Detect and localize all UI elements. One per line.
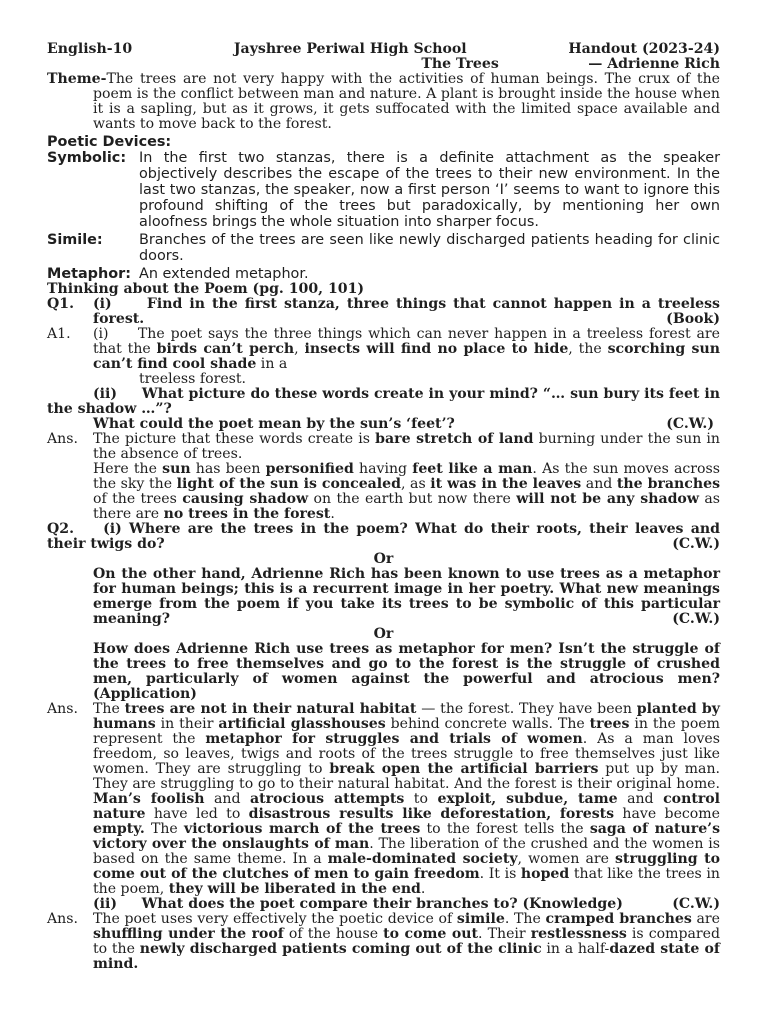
handout-year: Handout (2023-24): [568, 41, 720, 57]
poetic-devices-heading: Poetic Devices:: [47, 134, 172, 150]
a1ii-text: , as: [400, 476, 431, 492]
page-header: [47, 42, 720, 57]
metaphor-label: Metaphor:: [47, 266, 131, 282]
subject-label: English-10: [47, 41, 133, 57]
poem-author: — Adrienne Rich: [588, 56, 720, 72]
a2-text: have led to: [145, 806, 249, 822]
a1-text: The poet says the three things which can never happen in a treeless forest are that the: [93, 326, 720, 357]
or-divider: Or: [373, 551, 394, 567]
a2ii-text: . The: [504, 911, 546, 927]
a2ii-bold: shuffling under the roof: [93, 926, 284, 942]
symbolic-text: In the first two stanzas, there is a definite attachment as the speaker objectively describes the escape of the trees to their new environment. In the last two stanzas, the speaker, now a first person ‘I’ seems to want to ignore this profound shifting of the trees but paradoxically, by mentioning her own aloofness brings the whole situation into sharper focus.: [139, 150, 720, 230]
a2-bold: victorious march of the trees: [184, 821, 421, 837]
a2-bold: empty.: [93, 821, 145, 837]
a1-tail: treeless forest.: [139, 371, 247, 387]
symbolic-label: Symbolic:: [47, 150, 127, 166]
theme-label: Theme-: [47, 71, 107, 87]
a1-bold: scorching sun can’t find cool shade: [93, 341, 720, 372]
a2-text: that like the trees in the poem,: [93, 866, 720, 897]
q1ii-q2: What could the poet mean by the sun’s ‘feet’?: [93, 416, 455, 432]
a1-num: (i): [93, 326, 109, 342]
a1ii-bold: light of the sun is concealed: [176, 476, 401, 492]
q1-tag: (Book): [666, 311, 720, 327]
a1ii-bold: no trees in the forest: [163, 506, 331, 522]
a2-text: , women are: [517, 851, 615, 867]
q1ii-num: (ii): [93, 386, 118, 402]
a1-text: , the: [568, 341, 608, 357]
metaphor-text: An extended metaphor.: [139, 266, 309, 282]
a1ii-text: Here the: [93, 461, 163, 477]
a2-text: The: [144, 821, 184, 837]
a1ii-bold: sun: [162, 461, 191, 477]
q2-label: Q2.: [47, 521, 74, 537]
a2ii-text: of the house: [283, 926, 384, 942]
q1ii-text: What picture do these words create in your mind? “… sun bury its feet in the shadow …”?: [47, 386, 720, 417]
answer-1: [47, 327, 720, 387]
a2-bold: artificial glasshouses: [218, 716, 386, 732]
answer-2: [47, 702, 720, 897]
a2ii-text: The poet uses very effectively the poetic device of: [93, 911, 457, 927]
a1ii-bold: will not be any shadow: [516, 491, 699, 507]
a2-bold: Man’s foolish: [93, 791, 205, 807]
question-2-ii: [47, 897, 720, 912]
a2-bold: trees are not in their natural habitat: [124, 701, 417, 717]
q1ii-tag: (C.W.): [666, 416, 714, 432]
a2-text: have become: [614, 806, 720, 822]
a2-bold: control nature: [93, 791, 721, 822]
a2-bold: metaphor for struggles and trials of women: [205, 731, 583, 747]
q2-tag: (C.W.): [672, 536, 720, 552]
a1ii-bold: feet like a man: [412, 461, 533, 477]
simile-device: [47, 232, 720, 264]
metaphor-device: [47, 266, 720, 282]
a1ii-bold: causing shadow: [182, 491, 309, 507]
a2ii-text: . Their: [478, 926, 531, 942]
q1-label: Q1.: [47, 296, 74, 312]
a2-text: behind concrete walls. The: [385, 716, 590, 732]
answer-1-ii: [47, 432, 720, 522]
a2-bold: planted by humans: [93, 701, 720, 732]
a2-bold: atrocious attempts: [250, 791, 405, 807]
a2ii-bold: newly discharged patients coming out of the clinic: [139, 941, 542, 957]
question-2: [47, 522, 720, 552]
thinking-heading: Thinking about the Poem (pg. 100, 101): [47, 281, 365, 297]
a1ii-bold: the branches: [616, 476, 721, 492]
a2ii-bold: dazed state of mind.: [93, 941, 720, 972]
a1-text: in a: [256, 356, 288, 372]
a2-bold: hoped: [520, 866, 570, 882]
a2-text: put up by man. They are struggling to go to their natural habitat. And the forest is their original home.: [93, 761, 720, 792]
a2-label: Ans.: [47, 701, 78, 717]
a2-text: .: [420, 881, 426, 897]
a2-text: and: [617, 791, 664, 807]
a1-bold: birds can’t perch: [156, 341, 295, 357]
q2ii-tag: (C.W.): [672, 896, 720, 912]
a1ii-text: . As the sun moves across the sky the: [93, 461, 720, 492]
a2-bold: exploit, subdue, tame: [437, 791, 618, 807]
a1ii-text: and: [581, 476, 617, 492]
a1-text: ,: [294, 341, 305, 357]
question-2-alt-1: [47, 567, 720, 627]
a2-bold: struggling to come out of the clutches of men to gain freedom: [93, 851, 721, 882]
or-divider: Or: [373, 626, 394, 642]
a1-label: A1.: [47, 326, 71, 342]
q1-text: Find in the first stanza, three things that cannot happen in a treeless forest.: [93, 296, 720, 327]
symbolic-device: [47, 150, 720, 230]
theme-text: The trees are not very happy with the activities of human beings. The crux of the poem is the conflict between man and nature. A plant is brought inside the house when it is a sapling, but as it grows, it gets suffocated with the limited space available and wants to move back to the forest.: [93, 71, 720, 132]
a1ii-text: of the trees: [93, 491, 183, 507]
a1ii-text: having: [353, 461, 413, 477]
a2ii-bold: simile: [456, 911, 505, 927]
a2-text: and: [204, 791, 251, 807]
simile-text: Branches of the trees are seen like newly discharged patients heading for clinic doors.: [139, 232, 720, 264]
a2ii-text: in a half-: [541, 941, 610, 957]
simile-label: Simile:: [47, 232, 103, 248]
q2-tag: (C.W.): [672, 611, 720, 627]
poem-title: The Trees: [421, 56, 499, 72]
a2ii-bold: cramped branches: [545, 911, 692, 927]
q2-text: (i) Where are the trees in the poem? What do their roots, their leaves and their twigs do?: [47, 521, 720, 552]
a1ii-bold: personified: [265, 461, 354, 477]
question-1: [47, 297, 720, 327]
a1ii-text: burning under the sun in the absence of trees.: [93, 431, 720, 462]
q2ii-num: (ii): [93, 896, 118, 912]
question-1-ii: [47, 387, 720, 417]
a1ii-text: has been: [190, 461, 266, 477]
a1ii-bold: it was in the leaves: [430, 476, 582, 492]
title-row: [47, 57, 720, 72]
a1ii-text: .: [330, 506, 335, 522]
a2ii-text: are: [691, 911, 721, 927]
a1-bold: insects will find no place to hide: [304, 341, 569, 357]
a2ii-bold: to come out: [383, 926, 479, 942]
a2-bold: saga of nature’s victory over the onslaughts of man: [93, 821, 721, 852]
a2-text: — the forest. They have been: [416, 701, 637, 717]
a2-text: The: [93, 701, 125, 717]
a2-text: . As a man loves freedom, so leaves, twigs and roots of the trees struggle to free themselves just like women. They are struggling to: [93, 731, 720, 777]
a1ii-label: Ans.: [47, 431, 78, 447]
a2-text: in their: [155, 716, 219, 732]
a2-bold: break open the artificial barriers: [329, 761, 599, 777]
q1-num: (i): [93, 296, 112, 312]
theme-paragraph: [47, 72, 720, 132]
a2-text: in the poem represent the: [93, 716, 721, 747]
a2-bold: disastrous results like deforestation, forests: [248, 806, 615, 822]
a2-bold: male-dominated society: [327, 851, 518, 867]
q2-alt1-text: On the other hand, Adrienne Rich has been known to use trees as a metaphor for human beings; this is a recurrent image in her poetry. What new meanings emerge from the poem if you take its trees to be symbolic of this particular meaning?: [93, 566, 720, 627]
a2-text: . The liberation of the crushed and the women is based on the same theme. In a: [93, 836, 720, 867]
a1ii-text: as there are: [93, 491, 720, 522]
a1ii-text: The picture that these words create is: [93, 431, 376, 447]
a1ii-text: on the earth but now there: [308, 491, 517, 507]
question-1-ii-part2: [47, 417, 720, 432]
school-name: Jayshree Periwal High School: [233, 41, 467, 57]
q2ii-text: What does the poet compare their branches to? (Knowledge): [141, 896, 623, 912]
a2-text: to the forest tells the: [420, 821, 590, 837]
a2ii-text: is compared to the: [93, 926, 720, 957]
a1ii-bold: bare stretch of land: [375, 431, 534, 447]
a2-text: to: [404, 791, 438, 807]
a2-bold: trees: [589, 716, 630, 732]
a2ii-bold: restlessness: [530, 926, 627, 942]
question-2-alt-2: How does Adrienne Rich use trees as metaphor for men? Isn’t the struggle of the trees to free themselves and go to the forest is the struggle of crushed men, particularly of women against the powerful and atrocious men? (Application): [93, 641, 720, 702]
a2ii-label: Ans.: [47, 911, 78, 927]
answer-2-ii: [47, 912, 720, 972]
a2-bold: they will be liberated in the end: [168, 881, 421, 897]
a2-text: . It is: [479, 866, 521, 882]
